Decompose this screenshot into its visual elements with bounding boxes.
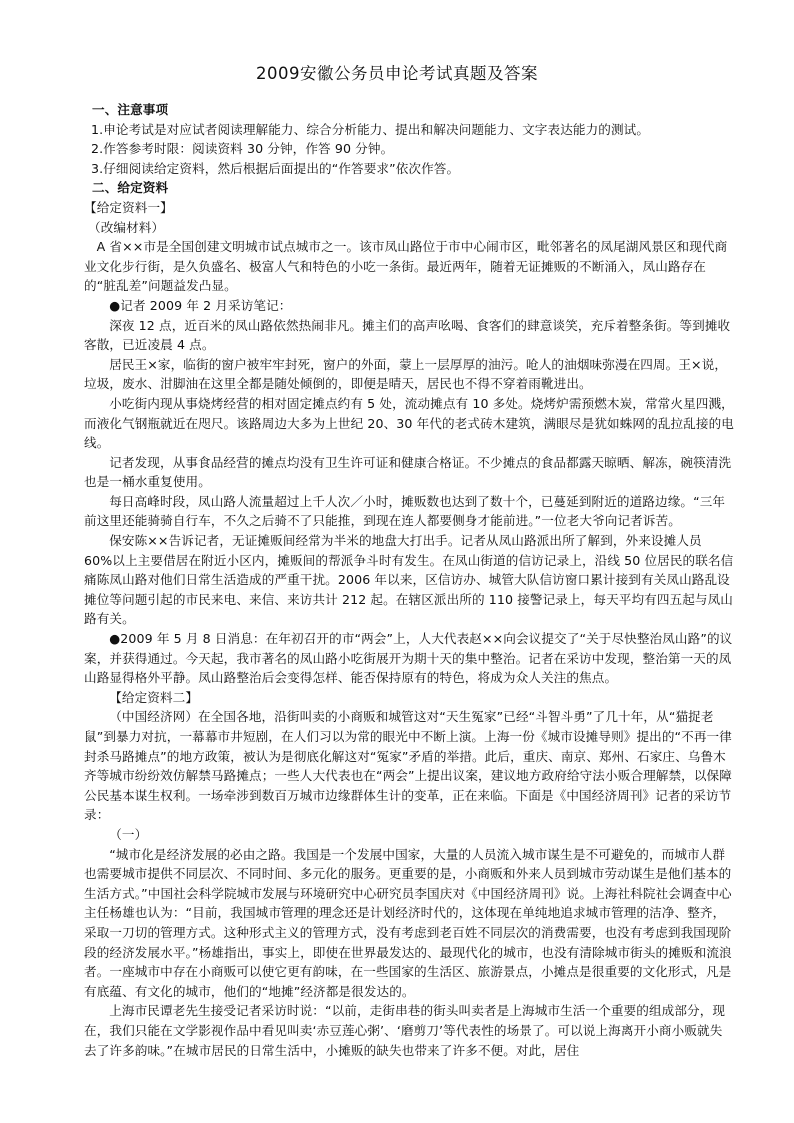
material-label: 【给定资料一】 — [84, 199, 173, 215]
paragraph: 每日高峰时段，凤山路人流量超过上千人次／小时，摊贩数也达到了数十个，已蔓延到附近的道路边缘。“三年前这里还能骑骑自行车，不久之后骑不了只能推，到现在连人都要侧身才能前进。”一位老大爷向记者诉苦。 — [84, 493, 726, 529]
paragraph: ●2009 年 5 月 8 日消息：在年初召开的市“两会”上，人大代表赵××向会议提交了“关于尽快整治凤山路”的议案，并获得通过。今天起，我市著名的凤山路小吃街展开为期十天的集中整治。记者在采访中发现，整治第一天的凤山路显得格外平静。凤山路整治后会变得怎样、能否保持原有的特色，将成为众人关注的焦点。 — [84, 631, 733, 686]
paragraph: “城市化是经济发展的必由之路。我国是一个发展中国家，大量的人员流入城市谋生是不可避免的，而城市人群也需要城市提供不同层次、不同时间、多元化的服务。更重要的是，小商贩和外来人员到城市劳动谋生是他们基本的生活方式。”中国社会科学院城市发展与环境研究中心研究员李国庆对《中国经济周刊》说。上海社科院社会调查中心主任杨雄也认为：“目前，我国城市管理的理念还是计划经济时代的，这体现在单纯地追求城市管理的洁净、整齐，采取一刀切的管理方式。这种形式主义的管理方式，没有考虑到老百姓不同层次的消费需要，也没有考虑到我国现阶段的经济发展水平。”杨雄指出，事实上，即使在世界最发达的、最现代化的城市，也没有清除城市街头的摊贩和流浪者。一座城市中存在小商贩可以使它更有韵味，在一些国家的生活区、旅游景点，小摊点是很重要的文化形式，凡是有底蕴、有文化的城市，他们的“地摊”经济都是很发达的。 — [84, 846, 732, 999]
paragraph: 上海市民谭老先生接受记者采访时说：“以前，走街串巷的街头叫卖者是上海城市生活一个重要的组成部分，现在，我们只能在文学影视作品中看见叫卖‘赤豆莲心粥’、‘磨剪刀’等代表性的场景了。可以说上海离开小商小贩就失去了许多韵味。”在城市居民的日常生活中，小摊贩的缺失也带来了许多不便。对此，居住 — [84, 1003, 726, 1058]
paragraph: （中国经济网）在全国各地，沿街叫卖的小商贩和城管这对“天生冤家”已经“斗智斗勇”了几十年，从“猫捉老鼠”到暴力对抗，一幕幕市井短剧，在人们习以为常的眼光中不断上演。上海一份《城市设摊导则》提出的“不再一律封杀马路摊点”的地方政策，被认为是彻底化解这对“冤家”矛盾的举措。此后，重庆、南京、郑州、石家庄、乌鲁木齐等城市纷纷效仿解禁马路摊点；一些人大代表也在“两会”上提出议案，建议地方政府给守法小贩合理解禁，以保障公民基本谋生权利。一场牵涉到数百万城市边缘群体生计的变革，正在来临。下面是《中国经济周刊》记者的采访节录： — [84, 709, 732, 823]
note-item: 1.申论考试是对应试者阅读理解能力、综合分析能力、提出和解决问题能力、文字表达能力的测试。 — [91, 121, 650, 137]
paragraph: 记者发现，从事食品经营的摊点均没有卫生许可证和健康合格证。不少摊点的食品都露天晾晒、解冻，碗筷清洗也是一桶水重复使用。 — [84, 454, 732, 490]
material-label: 【给定资料二】 — [109, 689, 199, 705]
document-body — [84, 100, 734, 1060]
note-item: 2.作答参考时限：阅读资料 30 分钟，作答 90 分钟。 — [91, 141, 394, 157]
paragraph: 居民王×家，临街的窗户被牢牢封死，窗户的外面，蒙上一层厚厚的油污。呛人的油烟味弥漫在四周。王×说，垃圾，废水、泔脚油在这里全都是随处倾倒的，即便是晴天，居民也不得不穿着雨靴进出。 — [84, 356, 728, 392]
section-heading-notes: 一、注意事项 — [92, 102, 169, 117]
paragraph: A 省××市是全国创建文明城市试点城市之一。该市凤山路位于市中心闹市区，毗邻著名的凤尾湖风景区和现代商业文化步行街，是久负盛名、极富人气和特色的小吃一条街。最近两年，随着无证摊贩的不断涌入，凤山路存在的“脏乱差”问题益发凸显。 — [84, 239, 728, 294]
paragraph: 小吃街内现从事烧烤经营的相对固定摊点约有 5 处，流动摊点有 10 多处。烧烤炉需预燃木炭，常常火星四溅，而液化气钢瓶就近在咫尺。该路周边大多为上世纪 20、30 年代的老式砖木建筑，满眼尽是犹如蛛网的乱拉乱接的电线。 — [84, 395, 734, 451]
note-item: 3.仔细阅读给定资料，然后根据后面提出的“作答要求”依次作答。 — [91, 160, 460, 176]
section-heading-materials: 二、给定资料 — [92, 180, 169, 196]
paragraph: 保安陈××告诉记者，无证摊贩间经常为半米的地盘大打出手。记者从凤山路派出所了解到，外来设摊人员 60%以上主要借居在附近小区内，摊贩间的帮派争斗时有发生。在凤山街道的信访记录上，沿线 50 位居民的联名信痛陈凤山路对他们日常生活造成的严重干扰。2006 年以来，区信访办、城管大队信访窗口累计接到有关凤山路乱设摊位等问题引起的市民来电、来信、来访共计 212 起。在辖区派出所的 110 接警记录上，每天平均有四五起与凤山路有关。 — [84, 533, 734, 627]
paragraph: ●记者 2009 年 2 月采访笔记： — [109, 297, 292, 313]
document-title: 2009安徽公务员申论考试真题及答案 — [256, 64, 538, 83]
material-subtitle: （改编材料） — [88, 219, 165, 235]
paragraph: （一） — [109, 826, 148, 842]
paragraph: 深夜 12 点，近百米的凤山路依然热闹非凡。摊主们的高声吆喝、食客们的肆意谈笑，充斥着整条街。等到摊收客散，已近凌晨 4 点。 — [84, 317, 731, 353]
